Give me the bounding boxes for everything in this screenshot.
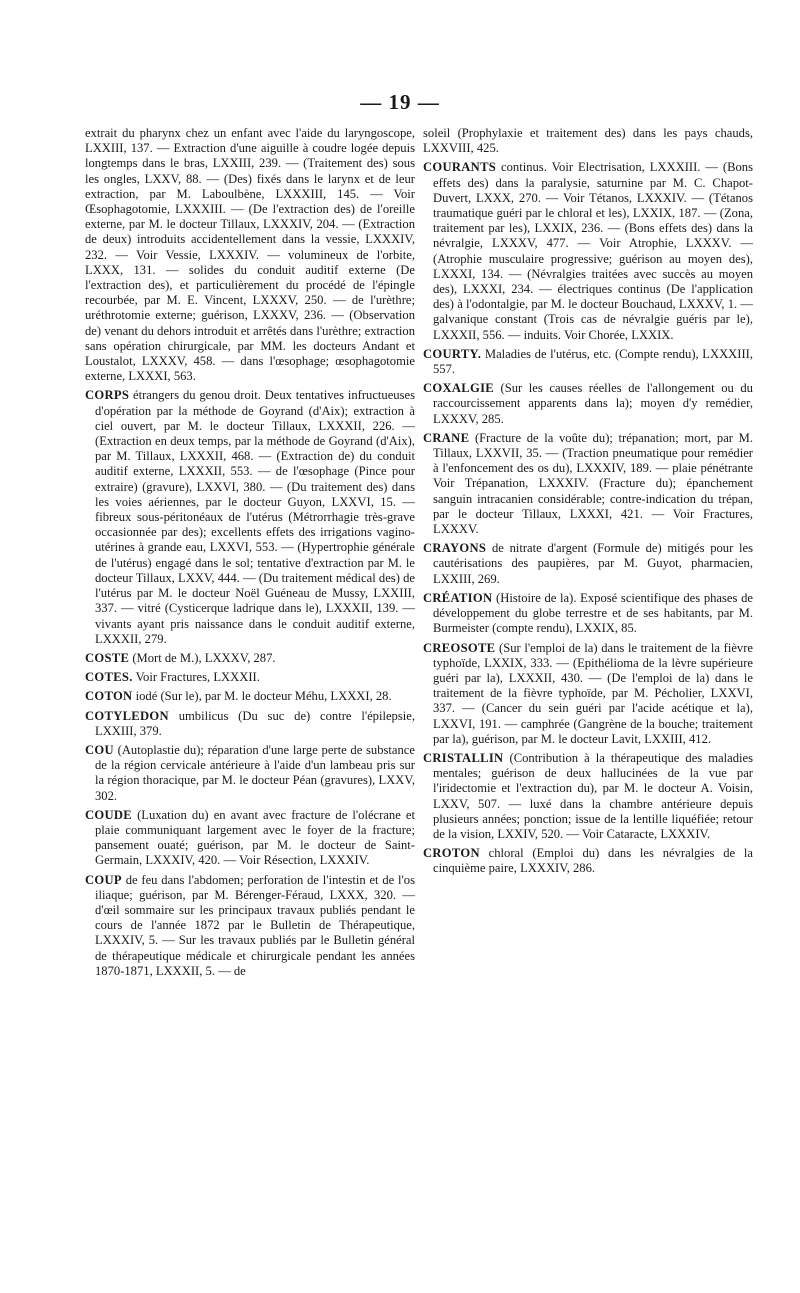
index-entry: COSTE (Mort de M.), LXXXV, 287. (85, 650, 276, 665)
index-entry: CROTON chloral (Emploi du) dans les névralgies de la cinquième paire, LXXXIV, 286. (423, 846, 753, 876)
page-number: — 19 — (360, 90, 440, 114)
left-column (85, 126, 415, 983)
index-entry: CRÉATION (Histoire de la). Exposé scientifique des phases de développement du globe terrestre et de ses habitants, par M. Burmeister (compte rendu), LXXIX, 85. (423, 590, 753, 636)
index-entry: COTYLEDON umbilicus (Du suc de) contre l'épilepsie, LXXIII, 379. (85, 708, 415, 738)
index-entry: CRAYONS de nitrate d'argent (Formule de) mitigés pour les cautérisations des paupières, par M. Guyot, pharmacien, LXXIII, 269. (423, 541, 753, 586)
index-entry: COXALGIE (Sur les causes réelles de l'allongement ou du raccourcissement apparents dans la); moyen d'y remédier, LXXXV, 285. (423, 381, 753, 426)
index-entry: COURANTS continus. Voir Electrisation, LXXXIII. — (Bons effets des) dans la paralysie, saturnine par M. C. Chapot-Duvert, LXXX, 270. — Voir Tétanos, LXXXIV. — (Tétanos traumatique guéri par le chloral et les), LXXIX, 187. — (Zona, traitement par les), LXXIX, 236. — (Bons effets des) dans la névralgie, LXXXV, 477. — Voir Atrophie, LXXXV. — (Atrophie musculaire progressive; guérison au moyen des), LXXXI, 134. — (Névralgies traitées avec succès au moyen des), LXXXI, 234. — électriques continus (De l'application des) à l'odontalgie, par M. le docteur Bouchaud, LXXXV, 1. — galvanique constant (Trois cas de névralgie guéris par le), LXXXII, 556. — induits. Voir Chorée, LXXIX. (423, 160, 753, 342)
index-entry: CRISTALLIN (Contribution à la thérapeutique des maladies mentales; guérison de deux hallucinées de la vue par l'iridectomie et l'extraction du), par M. le docteur A. Voisin, LXXV, 507. — luxé dans la chambre antérieure depuis plusieurs années; ponction; issue de la lentille liquéfiée; retour de la vision, LXXIV, 520. — Voir Cataracte, LXXXIV. (423, 750, 753, 841)
index-entry: CRANE (Fracture de la voûte du); trépanation; mort, par M. Tillaux, LXXVII, 35. — (Traction pneumatique pour remédier à l'enfoncement des os du), LXXXIV, 189. — plaie pénétrante Voir Trépanation, LXXXIV. (Fracture du); épanchement sanguin intracanien considérable; contre-indication du trépan, par le docteur Tillaux, LXXXI, 421. — Voir Fractures, LXXXV. (423, 430, 753, 537)
index-entry: CREOSOTE (Sur l'emploi de la) dans le traitement de la fièvre typhoïde, LXXIX, 333. — (Epithélioma de la lèvre supérieure guéri par la), LXXXII, 430. — (De l'emploi de la) dans le traitement de la fièvre typhoïde, par M. Pécholier, LXXVI, 337. — (Cancer du sein guéri par l'acide acétique et la), LXXVI, 191. — camphrée (Gangrène de la bouche; traitement par la), guérison, par M. le docteur Lavit, LXXIII, 412. (423, 640, 753, 746)
index-entry: COURTY. Maladies de l'utérus, etc. (Compte rendu), LXXXIII, 557. (423, 346, 753, 377)
index-entry: COTON iodé (Sur le), par M. le docteur Méhu, LXXXI, 28. (85, 689, 392, 704)
index-entry: COU (Autoplastie du); réparation d'une large perte de substance de la région cervicale antérieure à l'aide d'un lambeau pris sur la région thoracique, par M. le docteur Péan (gravures), LXXV, 302. (85, 742, 415, 803)
index-entry: COTES. Voir Fractures, LXXXII. (85, 670, 260, 685)
index-entry: extrait du pharynx chez un enfant avec l'aide du laryngoscope, LXXIII, 137. — Extraction d'une aiguille à coudre logée depuis longtemps dans le bras, LXXIII, 239. — (Traitement des) sous les ongles, LXXV, 88. — (Des) fixés dans le larynx et de leur extraction, par M. Laboulbène, LXXXIII, 145. — Voir Œsophagotomie, LXXXIII. — (De l'extraction des) de l'oreille externe, par M. le docteur Tillaux, LXXXIV, 204. — (Extraction de deux) introduits accidentellement dans la vessie, LXXXIV, 232. — Voir Vessie, LXXXIV. — volumineux de l'orbite, LXXX, 131. — solides du conduit auditif externe (De l'extraction des), et particulièrement du procédé de l'épingle recourbée, par M. E. Vincent, LXXXV, 250. — de l'urèthre; uréthrotomie externe; guérison, LXXXV, 236. — (Observation de) venant du dehors introduit et arrêtés dans l'urèthre; extraction sans opération chirurgicale, par MM. les docteurs Andant et Loustalot, LXXXV, 458. — dans l'œsophage; œsophagotomie externe, LXXXI, 563. (85, 126, 415, 384)
index-entry: COUDE (Luxation du) en avant avec fracture de l'olécrane et plaie communiquant largement avec le foyer de la fracture; pansement ouaté; guérison, par M. le docteur de Saint-Germain, LXXXIV, 420. — Voir Résection, LXXXIV. (85, 807, 415, 868)
right-column (423, 126, 753, 881)
index-entry: soleil (Prophylaxie et traitement des) dans les pays chauds, LXXVIII, 425. (423, 126, 753, 156)
index-entry: CORPS étrangers du genou droit. Deux tentatives infructueuses d'opération par la méthode de Goyrand (d'Aix); extraction à ciel ouvert, par M. le docteur Tillaux, LXXXII, 226. — (Extraction en deux temps, par la méthode de Goyrand (d'Aix), par M. Tillaux, LXXXII, 468. — (Extraction de) du conduit auditif externe, LXXXII, 553. — de l'œsophage (Pince pour extraire) (gravure), LXXVI, 380. — (Du traitement des) dans les voies aériennes, par le docteur Guyon, LXXVI, 15. — fibreux sous-péritonéaux de l'utérus (Métrorrhagie très-grave occasionnée par des); excellents effets des irrigations vagino-utérines à grande eau, LXXVI, 553. — (Hypertrophie générale de l'utérus) engagé dans le sol; tentative d'extraction par M. le docteur Tillaux, LXXV, 444. — (Du traitement médical des) de l'utérus par M. le docteur Noël Guéneau de Mussy, LXXIII, 337. — vitré (Cysticerque ladrique dans le), LXXXII, 139. — vivants ayant pris naissance dans le conduit auditif externe, LXXXII, 279. (85, 388, 415, 646)
index-entry: COUP de feu dans l'abdomen; perforation de l'intestin et de l'os iliaque; guérison, par M. Bérenger-Féraud, LXXX, 320. — d'œil sommaire sur les principaux travaux publiés pendant le cours de l'année 1872 par le Bulletin de Thérapeutique, LXXXIV, 5. — Sur les travaux publiés par le Bulletin général de thérapeutique médicale et chirurgicale pendant les années 1870-1871, LXXXII, 5. — de (85, 872, 415, 978)
